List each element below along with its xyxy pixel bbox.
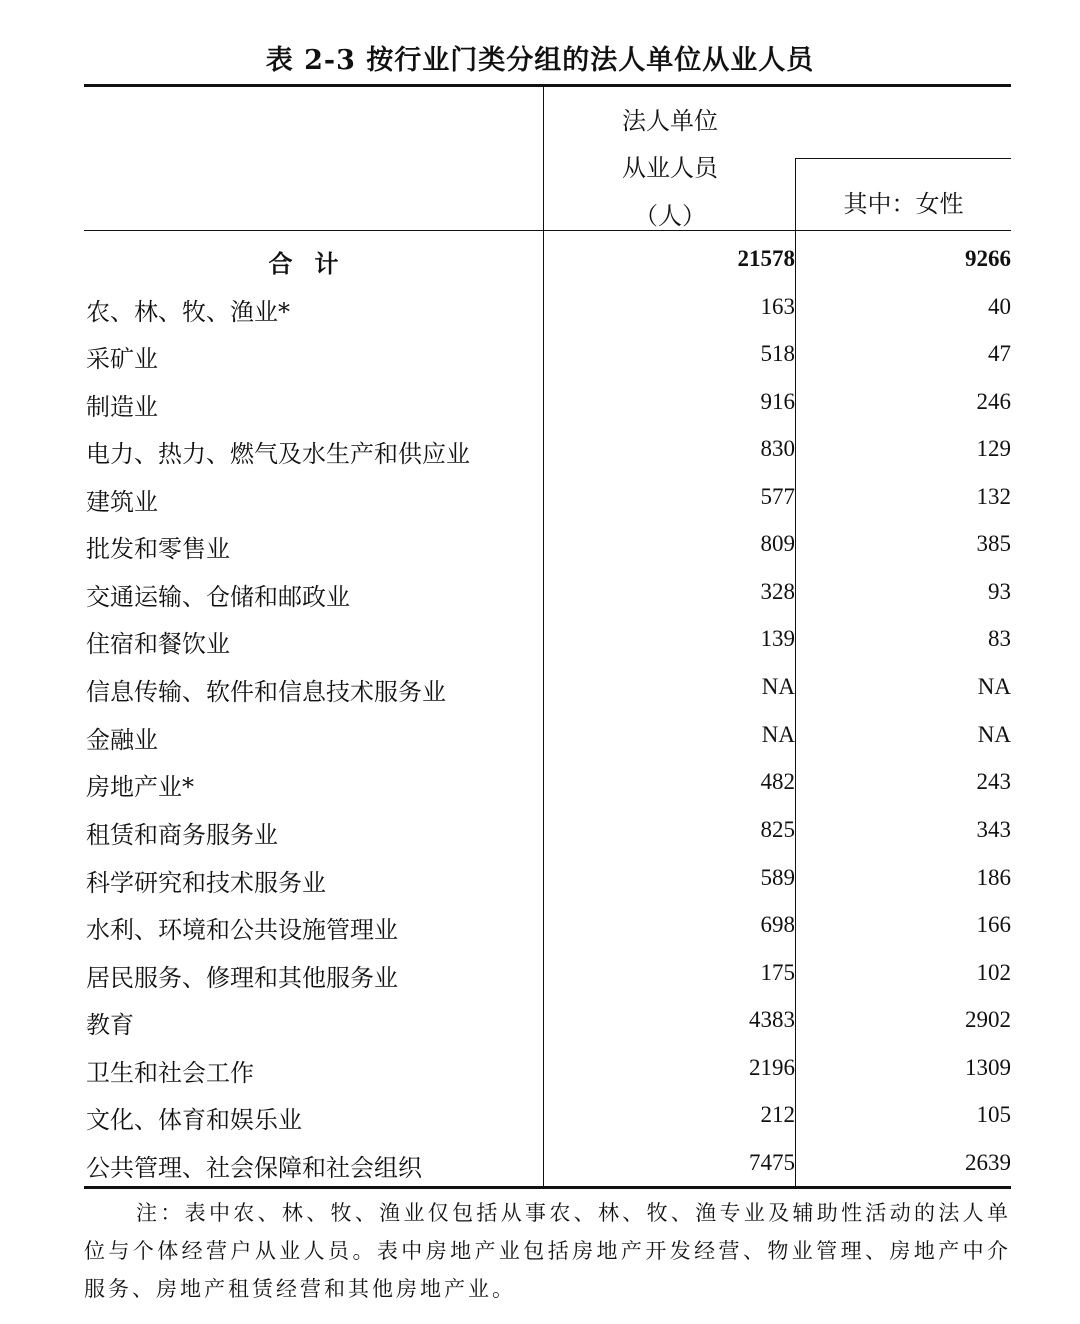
row-label: 科学研究和技术服务业: [86, 869, 326, 897]
table-row: [84, 951, 1011, 998]
row-value-all: 589: [760, 865, 795, 890]
row-value-all: NA: [761, 722, 795, 747]
row-value-all: 830: [760, 436, 795, 461]
row-value-female: 9266: [965, 246, 1011, 271]
row-label: 建筑业: [86, 488, 158, 516]
row-value-all: 328: [760, 579, 795, 604]
row-value-female: 343: [976, 817, 1011, 842]
row-label: 卫生和社会工作: [86, 1059, 254, 1087]
table-row: [84, 903, 1011, 950]
row-label: 水利、环境和公共设施管理业: [86, 916, 398, 944]
table-row: [84, 665, 1011, 712]
table-row: [84, 998, 1011, 1045]
row-value-female: 2639: [965, 1150, 1011, 1175]
row-label: 住宿和餐饮业: [86, 630, 230, 658]
row-label: 金融业: [86, 726, 158, 754]
table-row: [84, 522, 1011, 569]
row-value-female: 243: [976, 769, 1011, 794]
table-row: [84, 475, 1011, 522]
row-value-all: 482: [760, 769, 795, 794]
row-value-all: 916: [760, 389, 795, 414]
row-value-all: 698: [760, 912, 795, 937]
row-value-all: 825: [760, 817, 795, 842]
top-rule: [84, 84, 1011, 87]
row-value-female: 129: [976, 436, 1011, 461]
row-value-female: 105: [976, 1102, 1011, 1127]
row-value-female: 186: [976, 865, 1011, 890]
row-value-all: 139: [760, 626, 795, 651]
row-value-all: 2196: [749, 1055, 795, 1080]
table-row: [84, 332, 1011, 379]
row-label: 居民服务、修理和其他服务业: [86, 964, 398, 992]
table-note: 注：表中农、林、牧、渔业仅包括从事农、林、牧、渔专业及辅助性活动的法人单位与个体经营户从业人员。表中房地产业包括房地产开发经营、物业管理、房地产中介服务、房地产租赁经营和其他房地产业。: [84, 1201, 1011, 1301]
table-row: [84, 570, 1011, 617]
row-value-all: NA: [761, 674, 795, 699]
row-label: 公共管理、社会保障和社会组织: [86, 1154, 422, 1182]
row-label: 教育: [86, 1011, 134, 1039]
row-value-female: 1309: [965, 1055, 1011, 1080]
row-label: 制造业: [86, 393, 158, 421]
table-row: [84, 808, 1011, 855]
row-value-female: NA: [977, 674, 1011, 699]
table-row-total: [84, 237, 1011, 284]
row-label: 农、林、牧、渔业*: [86, 298, 290, 326]
row-label: 采矿业: [86, 345, 158, 373]
row-value-all: 21578: [737, 246, 795, 271]
row-value-female: 166: [976, 912, 1011, 937]
row-value-female: 132: [976, 484, 1011, 509]
table-row: [84, 713, 1011, 760]
row-label: 合计: [268, 249, 361, 278]
table-row: [84, 1046, 1011, 1093]
row-value-all: 212: [760, 1102, 795, 1127]
row-value-female: 93: [988, 579, 1011, 604]
table-row: [84, 380, 1011, 427]
row-value-female: 246: [976, 389, 1011, 414]
row-label: 租赁和商务服务业: [86, 821, 278, 849]
table-row: [84, 1093, 1011, 1140]
table-row: [84, 427, 1011, 474]
table-title: 表 2-3 按行业门类分组的法人单位从业人员: [265, 45, 815, 76]
row-value-all: 4383: [749, 1007, 795, 1032]
row-value-all: 577: [760, 484, 795, 509]
table-row: [84, 617, 1011, 664]
header-col-main-line2: 从业人员: [622, 154, 718, 182]
row-value-all: 175: [760, 960, 795, 985]
row-value-female: 40: [988, 294, 1011, 319]
row-value-all: 163: [760, 294, 795, 319]
header-col-female: 其中：女性: [843, 190, 964, 218]
row-value-all: 518: [760, 341, 795, 366]
table-row: [84, 1141, 1011, 1188]
row-label: 信息传输、软件和信息技术服务业: [86, 678, 446, 706]
row-value-female: 83: [988, 626, 1011, 651]
row-label: 房地产业*: [86, 773, 194, 801]
header-col-main-line1: 法人单位: [622, 107, 718, 135]
sub-header-rule: [795, 158, 1011, 159]
table-row: [84, 285, 1011, 332]
row-label: 交通运输、仓储和邮政业: [86, 583, 350, 611]
row-label: 文化、体育和娱乐业: [86, 1106, 302, 1134]
row-value-female: 385: [976, 531, 1011, 556]
header-col-main-line3: （人）: [634, 202, 706, 230]
row-value-female: 47: [988, 341, 1011, 366]
row-value-all: 809: [760, 531, 795, 556]
row-value-all: 7475: [749, 1150, 795, 1175]
row-value-female: NA: [977, 722, 1011, 747]
table-row: [84, 856, 1011, 903]
row-value-female: 2902: [965, 1007, 1011, 1032]
row-label: 电力、热力、燃气及水生产和供应业: [86, 440, 470, 468]
row-value-female: 102: [976, 960, 1011, 985]
row-label: 批发和零售业: [86, 535, 230, 563]
table-row: [84, 760, 1011, 807]
